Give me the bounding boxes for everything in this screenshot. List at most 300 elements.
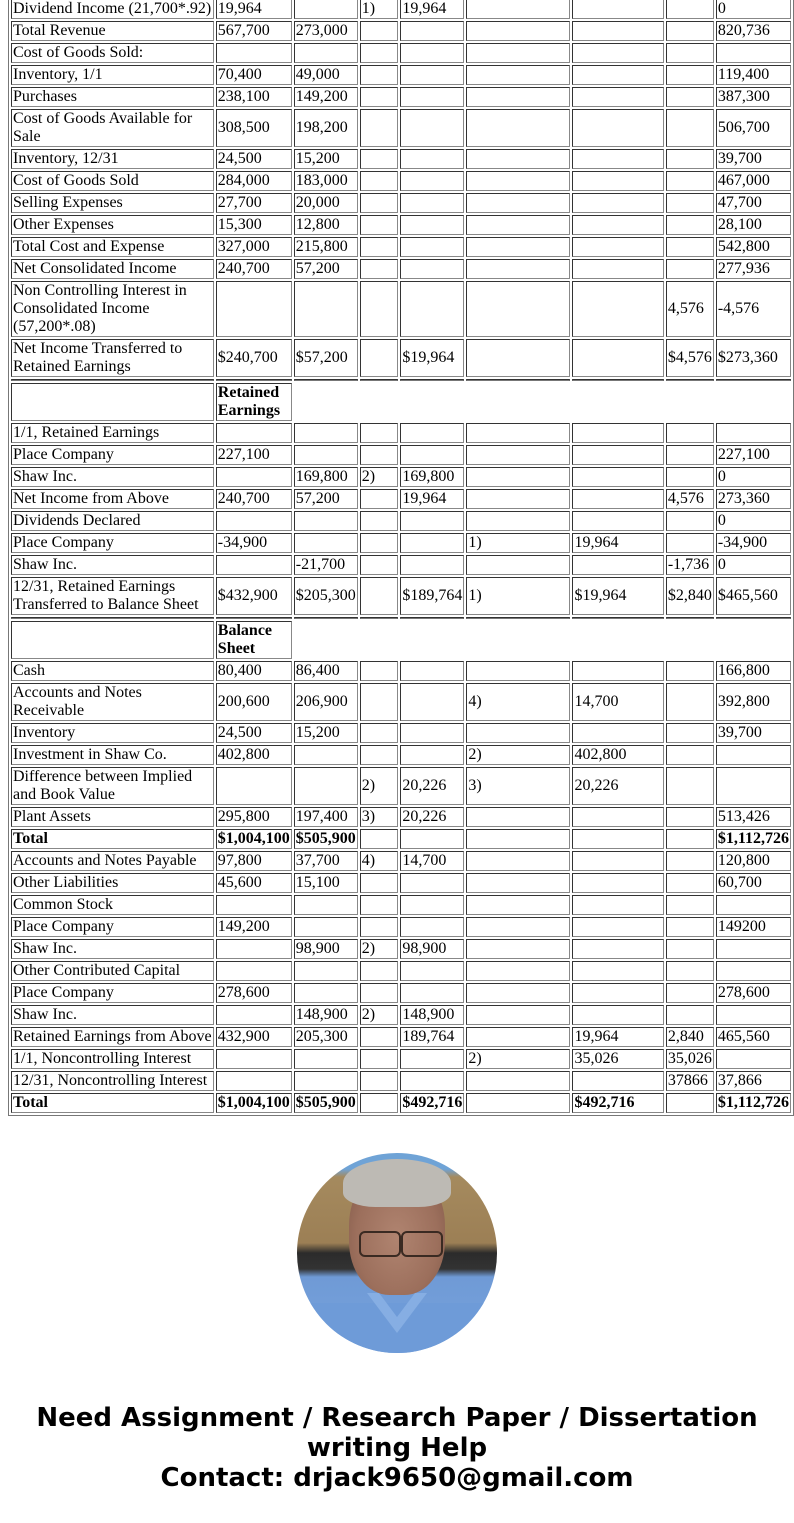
row-label: Cost of Goods Sold <box>11 171 214 191</box>
table-cell: 240,700 <box>216 489 292 509</box>
table-cell <box>400 555 464 575</box>
section-separator <box>11 617 791 619</box>
table-cell <box>666 43 714 63</box>
table-cell <box>572 917 663 937</box>
table-row <box>11 723 791 743</box>
table-cell: $273,360 <box>716 339 791 377</box>
table-cell: $4,576 <box>666 339 714 377</box>
table-cell <box>666 767 714 805</box>
table-row <box>11 1049 791 1069</box>
balance-sheet-section-header <box>11 621 791 659</box>
table-row <box>11 851 791 871</box>
table-cell: $505,900 <box>295 830 356 847</box>
table-cell <box>572 109 663 147</box>
table-cell: 60,700 <box>716 873 791 893</box>
table-cell <box>400 259 464 279</box>
table-cell <box>466 109 570 147</box>
table-cell <box>360 193 399 213</box>
row-label: Place Company <box>11 445 214 465</box>
table-cell <box>466 65 570 85</box>
table-cell <box>716 1049 791 1069</box>
table-cell <box>216 1049 292 1069</box>
table-cell: 149200 <box>716 917 791 937</box>
table-cell <box>466 467 570 487</box>
promo-contact-email[interactable]: Contact: drjack9650@gmail.com <box>160 1463 634 1493</box>
table-row <box>11 873 791 893</box>
table-cell <box>216 1005 292 1025</box>
table-cell <box>466 873 570 893</box>
table-cell: 2) <box>360 767 399 805</box>
author-avatar <box>297 1153 497 1353</box>
row-label: Shaw Inc. <box>11 555 214 575</box>
table-cell <box>360 895 399 915</box>
table-cell: $240,700 <box>216 339 292 377</box>
table-cell: 57,200 <box>294 489 358 509</box>
table-cell: 27,700 <box>216 193 292 213</box>
promo-line-2: writing Help <box>306 1433 488 1463</box>
table-row <box>11 533 791 553</box>
table-row <box>11 829 791 849</box>
table-row <box>11 281 791 337</box>
table-cell <box>572 873 663 893</box>
table-cell: 4,576 <box>666 489 714 509</box>
table-cell <box>666 237 714 257</box>
table-cell: -34,900 <box>716 533 791 553</box>
table-cell <box>666 149 714 169</box>
row-label: Place Company <box>11 917 214 937</box>
table-cell: 402,800 <box>572 745 663 765</box>
table-cell <box>572 1005 663 1025</box>
row-label: Common Stock <box>11 895 214 915</box>
table-cell: 197,400 <box>294 807 358 827</box>
table-cell: 15,200 <box>294 723 358 743</box>
table-cell <box>466 851 570 871</box>
table-cell: 0 <box>716 555 791 575</box>
table-cell: 513,426 <box>716 807 791 827</box>
table-cell <box>666 745 714 765</box>
consolidation-worksheet-container <box>8 0 794 1116</box>
table-cell: -34,900 <box>216 533 292 553</box>
section-header-blank <box>11 383 214 421</box>
table-cell: 20,226 <box>400 767 464 805</box>
table-cell <box>666 807 714 827</box>
table-cell <box>400 445 464 465</box>
table-cell <box>216 43 292 63</box>
table-cell <box>360 533 399 553</box>
table-cell <box>360 1027 399 1047</box>
table-cell: 15,200 <box>294 149 358 169</box>
table-cell <box>216 467 292 487</box>
table-cell <box>716 939 791 959</box>
table-cell <box>572 215 663 235</box>
separator-cell <box>294 617 358 619</box>
table-cell: 542,800 <box>716 237 791 257</box>
avatar-glasses-right <box>401 1231 443 1257</box>
table-cell: 273,000 <box>294 21 358 41</box>
row-label: Other Liabilities <box>11 873 214 893</box>
table-cell: $492,716 <box>572 1093 663 1113</box>
table-cell: 402,800 <box>216 745 292 765</box>
table-cell: 465,560 <box>716 1027 791 1047</box>
table-cell: $465,560 <box>716 577 791 615</box>
table-cell <box>466 895 570 915</box>
table-cell: 308,500 <box>216 109 292 147</box>
table-cell <box>466 661 570 681</box>
table-cell <box>572 21 663 41</box>
table-cell: 183,000 <box>294 171 358 191</box>
table-row <box>11 661 791 681</box>
table-cell <box>572 281 663 337</box>
table-cell <box>294 961 358 981</box>
table-cell <box>466 983 570 1003</box>
table-cell <box>572 467 663 487</box>
table-cell <box>466 1071 570 1091</box>
separator-cell <box>216 617 292 619</box>
table-cell: 39,700 <box>716 723 791 743</box>
table-row <box>11 193 791 213</box>
row-label: Shaw Inc. <box>11 1005 214 1025</box>
separator-cell <box>466 617 570 619</box>
table-cell: 120,800 <box>716 851 791 871</box>
table-row <box>11 917 791 937</box>
table-cell: 12,800 <box>294 215 358 235</box>
section-header-title: Retained Earnings <box>216 383 292 421</box>
table-cell <box>466 0 570 19</box>
table-row <box>11 65 791 85</box>
table-cell: 820,736 <box>716 21 791 41</box>
table-row <box>11 445 791 465</box>
row-label: Inventory, 12/31 <box>11 149 214 169</box>
table-cell <box>216 961 292 981</box>
table-cell <box>666 683 714 721</box>
table-cell <box>466 215 570 235</box>
table-cell <box>360 43 399 63</box>
table-cell <box>466 829 570 849</box>
table-cell: 0 <box>716 467 791 487</box>
table-cell: 45,600 <box>216 873 292 893</box>
table-cell <box>716 423 791 443</box>
row-label: Total Revenue <box>11 21 214 41</box>
table-cell: 567,700 <box>216 21 292 41</box>
table-cell <box>572 939 663 959</box>
table-cell <box>466 423 570 443</box>
row-label: Accounts and Notes Receivable <box>11 683 214 721</box>
table-cell: 278,600 <box>716 983 791 1003</box>
table-cell: 215,800 <box>294 237 358 257</box>
table-cell <box>572 555 663 575</box>
separator-cell <box>360 379 399 381</box>
table-cell <box>666 511 714 531</box>
table-cell <box>572 149 663 169</box>
table-cell <box>666 259 714 279</box>
promo-text <box>0 1403 794 1493</box>
table-cell <box>400 1049 464 1069</box>
table-cell: 37,866 <box>716 1071 791 1091</box>
separator-cell <box>716 617 791 619</box>
table-cell <box>400 65 464 85</box>
table-row <box>11 237 791 257</box>
row-label: 12/31, Retained Earnings Transferred to Balance Sheet <box>11 577 214 615</box>
table-cell <box>360 983 399 1003</box>
table-cell <box>666 65 714 85</box>
table-cell: 0 <box>716 0 791 19</box>
table-row <box>11 489 791 509</box>
table-cell <box>294 281 358 337</box>
table-cell: -4,576 <box>716 281 791 337</box>
table-cell <box>216 511 292 531</box>
table-cell <box>360 281 399 337</box>
table-cell <box>360 149 399 169</box>
table-cell: 98,900 <box>400 939 464 959</box>
table-cell: 97,800 <box>216 851 292 871</box>
table-row <box>11 745 791 765</box>
table-cell <box>400 237 464 257</box>
table-cell <box>666 961 714 981</box>
table-cell <box>360 873 399 893</box>
separator-cell <box>572 617 663 619</box>
table-cell: 392,800 <box>716 683 791 721</box>
table-cell <box>400 895 464 915</box>
separator-cell <box>216 379 292 381</box>
table-cell <box>360 109 399 147</box>
separator-cell <box>11 379 214 381</box>
table-cell <box>400 961 464 981</box>
table-cell <box>400 745 464 765</box>
table-cell: 20,000 <box>294 193 358 213</box>
table-cell: 119,400 <box>716 65 791 85</box>
table-cell: 227,100 <box>216 445 292 465</box>
table-cell: 1) <box>360 0 399 19</box>
row-label: Other Contributed Capital <box>11 961 214 981</box>
separator-cell <box>11 617 214 619</box>
table-cell <box>666 851 714 871</box>
table-cell <box>216 895 292 915</box>
promo-line-1: Need Assignment / Research Paper / Dissertation <box>36 1403 758 1433</box>
row-label: Other Expenses <box>11 215 214 235</box>
section-header-empty <box>294 621 791 659</box>
table-cell: 467,000 <box>716 171 791 191</box>
table-cell <box>400 873 464 893</box>
table-cell <box>572 961 663 981</box>
section-header-empty <box>294 383 791 421</box>
row-label: Investment in Shaw Co. <box>11 745 214 765</box>
table-cell <box>216 767 292 805</box>
table-cell: $2,840 <box>666 577 714 615</box>
table-cell <box>400 1071 464 1091</box>
retained-earnings-section-header <box>11 383 791 421</box>
table-cell <box>400 423 464 443</box>
table-cell: -21,700 <box>294 555 358 575</box>
table-cell <box>216 423 292 443</box>
table-cell <box>666 423 714 443</box>
table-cell <box>572 1071 663 1091</box>
table-cell <box>666 1093 714 1113</box>
table-cell: 37,700 <box>294 851 358 871</box>
table-cell <box>360 511 399 531</box>
table-cell: $19,964 <box>572 577 663 615</box>
table-cell: $189,764 <box>400 577 464 615</box>
table-cell <box>572 423 663 443</box>
table-cell <box>666 1005 714 1025</box>
table-cell: 37866 <box>666 1071 714 1091</box>
table-cell <box>466 961 570 981</box>
table-cell <box>400 149 464 169</box>
table-cell: 20,226 <box>400 807 464 827</box>
table-cell: 80,400 <box>216 661 292 681</box>
table-cell: 15,300 <box>216 215 292 235</box>
table-cell <box>716 961 791 981</box>
table-cell <box>666 193 714 213</box>
table-cell: 387,300 <box>716 87 791 107</box>
row-label: Dividend Income (21,700*.92) <box>11 0 214 19</box>
separator-cell <box>666 617 714 619</box>
row-label: Dividends Declared <box>11 511 214 531</box>
avatar-glasses-left <box>359 1231 401 1257</box>
table-cell: 15,100 <box>294 873 358 893</box>
table-cell: 20,226 <box>572 767 663 805</box>
table-cell: 278,600 <box>216 983 292 1003</box>
table-cell: 206,900 <box>294 683 358 721</box>
table-cell <box>360 683 399 721</box>
table-cell <box>572 43 663 63</box>
table-cell: 3) <box>360 807 399 827</box>
table-row <box>11 1005 791 1025</box>
table-cell <box>572 0 663 19</box>
table-cell: 19,964 <box>216 0 292 19</box>
table-row <box>11 467 791 487</box>
consolidation-worksheet-table <box>8 0 794 1116</box>
table-cell <box>466 281 570 337</box>
table-cell <box>360 339 399 377</box>
table-cell <box>572 193 663 213</box>
table-cell: 39,700 <box>716 149 791 169</box>
table-row <box>11 0 791 19</box>
table-cell <box>294 1071 358 1091</box>
table-cell <box>466 511 570 531</box>
table-cell <box>466 171 570 191</box>
table-row <box>11 961 791 981</box>
table-cell: 4,576 <box>666 281 714 337</box>
table-cell <box>400 87 464 107</box>
table-cell <box>294 43 358 63</box>
table-row <box>11 259 791 279</box>
row-label: Net Consolidated Income <box>11 259 214 279</box>
table-cell <box>360 961 399 981</box>
table-cell: 70,400 <box>216 65 292 85</box>
table-cell: 189,764 <box>400 1027 464 1047</box>
table-row <box>11 423 791 443</box>
row-label: Retained Earnings from Above <box>11 1027 214 1047</box>
table-cell <box>216 555 292 575</box>
table-row <box>11 939 791 959</box>
table-cell <box>360 65 399 85</box>
table-cell: 19,964 <box>400 0 464 19</box>
table-cell: 35,026 <box>572 1049 663 1069</box>
table-cell <box>466 555 570 575</box>
table-cell: 0 <box>716 511 791 531</box>
table-cell: 86,400 <box>294 661 358 681</box>
row-label: 1/1, Retained Earnings <box>11 423 214 443</box>
table-cell <box>360 723 399 743</box>
row-label: Total Cost and Expense <box>11 237 214 257</box>
table-cell: $432,900 <box>216 577 292 615</box>
table-cell <box>666 467 714 487</box>
table-cell <box>666 829 714 849</box>
table-cell: 19,964 <box>572 1027 663 1047</box>
table-cell <box>466 43 570 63</box>
table-cell: 205,300 <box>294 1027 358 1047</box>
table-cell: 227,100 <box>716 445 791 465</box>
table-cell <box>360 829 399 849</box>
table-cell <box>360 423 399 443</box>
table-cell: 35,026 <box>667 1050 712 1067</box>
table-cell <box>400 215 464 235</box>
table-cell <box>666 917 714 937</box>
row-label: Inventory, 1/1 <box>11 65 214 85</box>
row-label: Net Income from Above <box>11 489 214 509</box>
table-cell <box>466 149 570 169</box>
table-cell <box>572 445 663 465</box>
table-row <box>11 767 791 805</box>
table-cell <box>400 511 464 531</box>
row-label: Place Company <box>11 533 214 553</box>
avatar-hair <box>343 1159 451 1207</box>
table-cell <box>716 1005 791 1025</box>
table-cell: 277,936 <box>716 259 791 279</box>
table-cell <box>466 339 570 377</box>
separator-cell <box>466 379 570 381</box>
table-cell <box>466 1005 570 1025</box>
table-cell: 4) <box>466 683 570 721</box>
table-cell <box>360 555 399 575</box>
table-row <box>11 21 791 41</box>
table-cell: 2) <box>360 939 399 959</box>
table-cell <box>572 511 663 531</box>
separator-cell <box>716 379 791 381</box>
row-label: Cost of Goods Sold: <box>11 43 214 63</box>
table-cell <box>466 917 570 937</box>
table-cell: 238,100 <box>216 87 292 107</box>
table-cell <box>400 829 464 849</box>
table-cell: 24,500 <box>216 723 292 743</box>
separator-cell <box>400 379 464 381</box>
table-cell: 284,000 <box>216 171 292 191</box>
table-cell: 166,800 <box>716 661 791 681</box>
table-row <box>11 683 791 721</box>
table-cell: $205,300 <box>294 577 358 615</box>
table-row <box>11 43 791 63</box>
table-cell <box>572 895 663 915</box>
separator-cell <box>294 379 358 381</box>
table-cell <box>666 87 714 107</box>
table-cell: 47,700 <box>716 193 791 213</box>
table-cell: 28,100 <box>716 215 791 235</box>
table-cell <box>466 1027 570 1047</box>
table-cell <box>400 917 464 937</box>
section-separator <box>11 379 791 381</box>
section-header-title: Balance Sheet <box>216 621 292 659</box>
row-label: Inventory <box>11 723 214 743</box>
table-row <box>11 109 791 147</box>
table-cell: 3) <box>466 767 570 805</box>
table-cell <box>572 829 663 849</box>
separator-cell <box>400 617 464 619</box>
table-cell <box>666 983 714 1003</box>
table-cell <box>666 445 714 465</box>
table-cell <box>360 1093 399 1113</box>
table-cell <box>666 109 714 147</box>
table-cell <box>216 281 292 337</box>
